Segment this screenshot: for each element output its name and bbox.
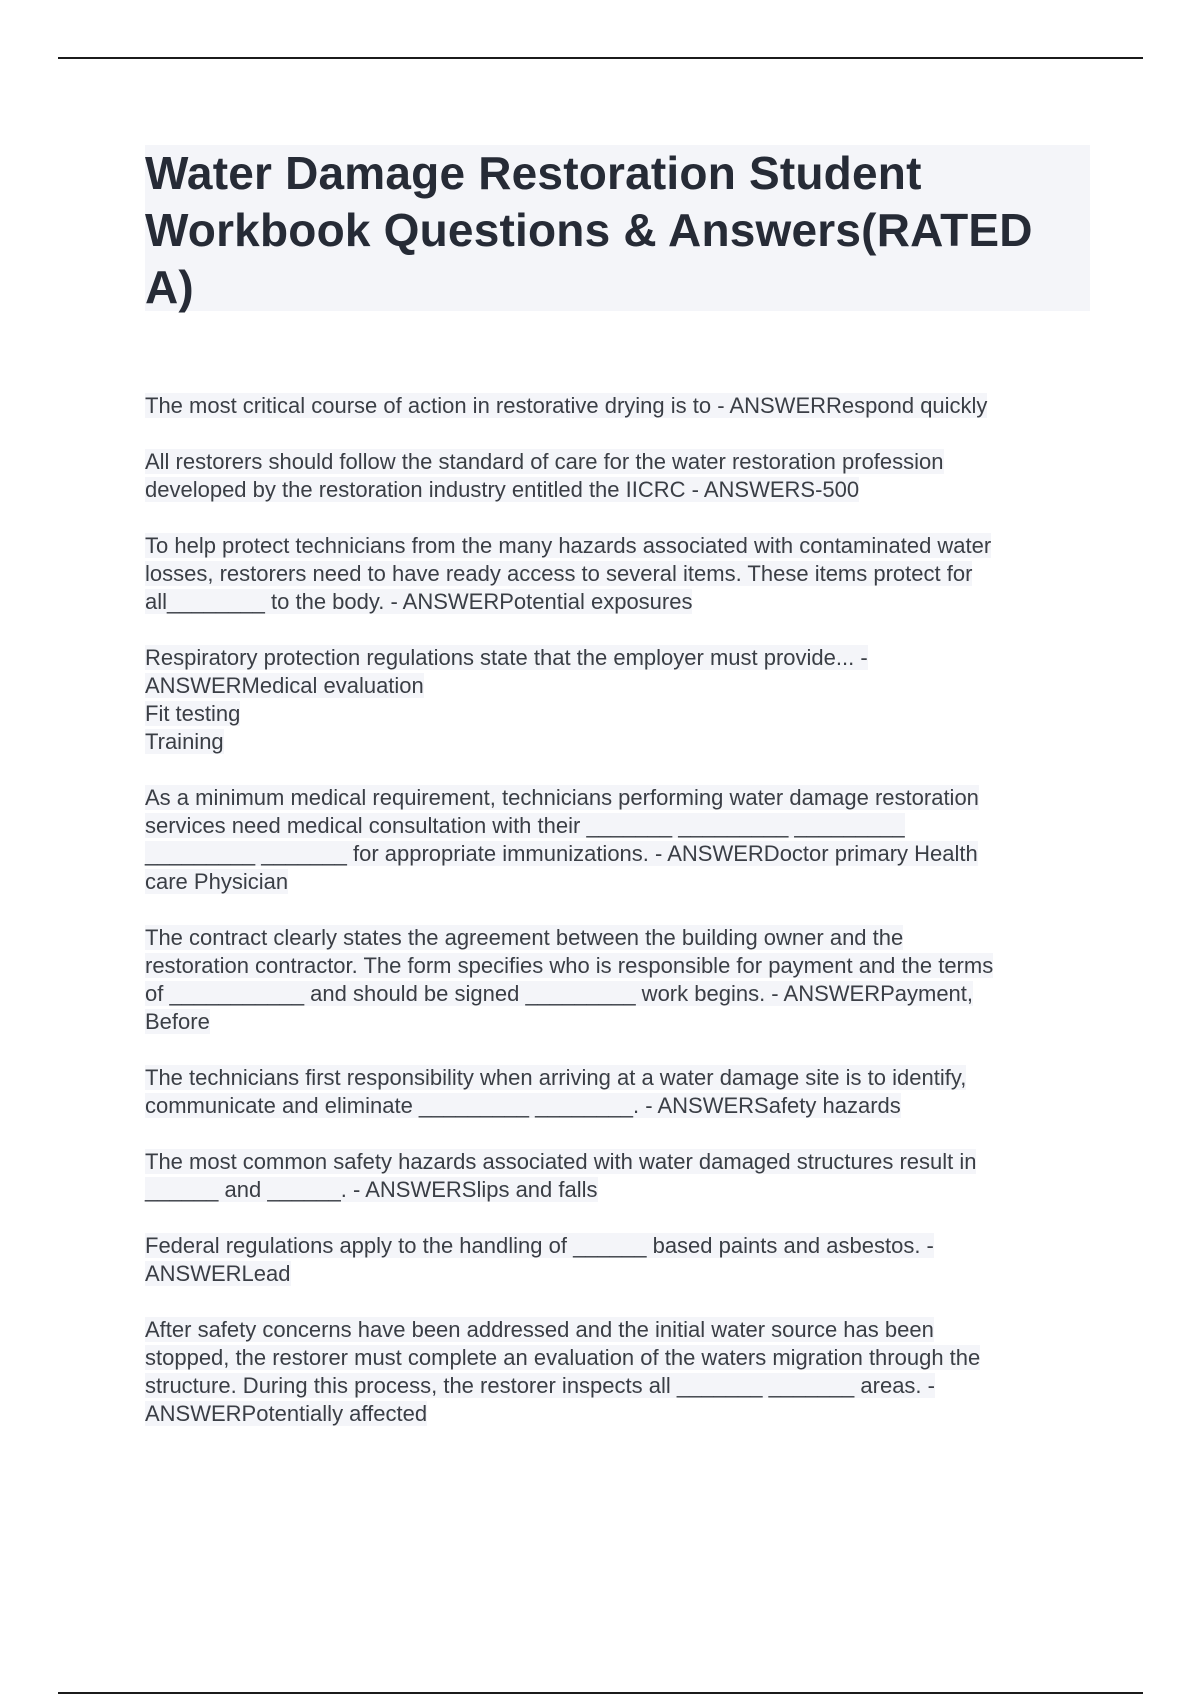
qa-line-text: all________ to the body. - ANSWERPotential exposures bbox=[145, 589, 693, 614]
qa-line bbox=[145, 448, 1090, 476]
qa-line-text: developed by the restoration industry entitled the IICRC - ANSWERS-500 bbox=[145, 477, 860, 502]
qa-line bbox=[145, 1372, 1090, 1400]
qa-line bbox=[145, 644, 1090, 672]
qa-line-text: ANSWERMedical evaluation bbox=[145, 673, 424, 698]
qa-line-text: structure. During this process, the restorer inspects all _______ _______ areas. - bbox=[145, 1373, 935, 1398]
qa-line-text: stopped, the restorer must complete an evaluation of the waters migration through the bbox=[145, 1345, 981, 1370]
qa-line-text: of ___________ and should be signed _________ work begins. - ANSWERPayment, bbox=[145, 981, 974, 1006]
qa-line-text: Respiratory protection regulations state that the employer must provide... - bbox=[145, 645, 868, 670]
qa-line bbox=[145, 1400, 1090, 1428]
qa-line bbox=[145, 980, 1090, 1008]
qa-line bbox=[145, 924, 1090, 952]
qa-line-text: _________ _______ for appropriate immunizations. - ANSWERDoctor primary Health bbox=[145, 841, 978, 866]
qa-line bbox=[145, 588, 1090, 616]
qa-line-text: The most common safety hazards associated with water damaged structures result in bbox=[145, 1149, 977, 1174]
qa-line-text: To help protect technicians from the many hazards associated with contaminated water bbox=[145, 533, 992, 558]
qa-line-text: communicate and eliminate _________ ________. - ANSWERSafety hazards bbox=[145, 1093, 901, 1118]
qa-item bbox=[145, 532, 1090, 616]
qa-item bbox=[145, 1064, 1090, 1120]
qa-line bbox=[145, 1176, 1090, 1204]
qa-line bbox=[145, 1148, 1090, 1176]
qa-line bbox=[145, 532, 1090, 560]
qa-item bbox=[145, 1148, 1090, 1204]
qa-item bbox=[145, 1232, 1090, 1288]
qa-line-text: All restorers should follow the standard of care for the water restoration profession bbox=[145, 449, 944, 474]
qa-list bbox=[145, 392, 1090, 1428]
qa-line bbox=[145, 1092, 1090, 1120]
qa-line bbox=[145, 560, 1090, 588]
qa-line-text: Before bbox=[145, 1009, 210, 1034]
qa-line bbox=[145, 1232, 1090, 1260]
qa-line-text: ANSWERLead bbox=[145, 1261, 291, 1286]
qa-line bbox=[145, 1008, 1090, 1036]
qa-line bbox=[145, 1344, 1090, 1372]
qa-line-text: restoration contractor. The form specifies who is responsible for payment and the terms bbox=[145, 953, 994, 978]
qa-line bbox=[145, 784, 1090, 812]
qa-line-text: The most critical course of action in restorative drying is to - ANSWERRespond quickly bbox=[145, 393, 988, 418]
qa-line-text: As a minimum medical requirement, technicians performing water damage restoration bbox=[145, 785, 979, 810]
qa-line-text: services need medical consultation with their _______ _________ _________ bbox=[145, 813, 905, 838]
qa-line bbox=[145, 476, 1090, 504]
qa-line bbox=[145, 672, 1090, 700]
qa-line bbox=[145, 868, 1090, 896]
qa-line-text: After safety concerns have been addressed and the initial water source has been bbox=[145, 1317, 934, 1342]
qa-item bbox=[145, 448, 1090, 504]
qa-item bbox=[145, 784, 1090, 896]
qa-item bbox=[145, 1316, 1090, 1428]
qa-line bbox=[145, 952, 1090, 980]
qa-line-text: Fit testing bbox=[145, 701, 241, 726]
title-block bbox=[145, 145, 1090, 311]
qa-line bbox=[145, 1260, 1090, 1288]
qa-line bbox=[145, 1316, 1090, 1344]
qa-line bbox=[145, 700, 1090, 728]
bottom-divider bbox=[58, 1692, 1143, 1694]
qa-line bbox=[145, 1064, 1090, 1092]
qa-line-text: losses, restorers need to have ready access to several items. These items protect for bbox=[145, 561, 973, 586]
qa-line bbox=[145, 812, 1090, 840]
qa-item bbox=[145, 644, 1090, 756]
qa-line bbox=[145, 840, 1090, 868]
document-title: Water Damage Restoration Student Workbook Questions & Answers(RATED A) bbox=[145, 147, 1033, 313]
qa-line bbox=[145, 728, 1090, 756]
qa-line-text: Federal regulations apply to the handling of ______ based paints and asbestos. - bbox=[145, 1233, 934, 1258]
qa-line-text: care Physician bbox=[145, 869, 289, 894]
qa-line-text: Training bbox=[145, 729, 224, 754]
qa-line-text: The contract clearly states the agreement between the building owner and the bbox=[145, 925, 904, 950]
qa-line-text: ______ and ______. - ANSWERSlips and falls bbox=[145, 1177, 598, 1202]
qa-item bbox=[145, 924, 1090, 1036]
qa-line-text: ANSWERPotentially affected bbox=[145, 1401, 428, 1426]
qa-line-text: The technicians first responsibility when arriving at a water damage site is to identify, bbox=[145, 1065, 967, 1090]
qa-item bbox=[145, 392, 1090, 420]
document-page bbox=[145, 145, 1090, 1456]
top-divider bbox=[58, 57, 1143, 59]
qa-line bbox=[145, 392, 1090, 420]
